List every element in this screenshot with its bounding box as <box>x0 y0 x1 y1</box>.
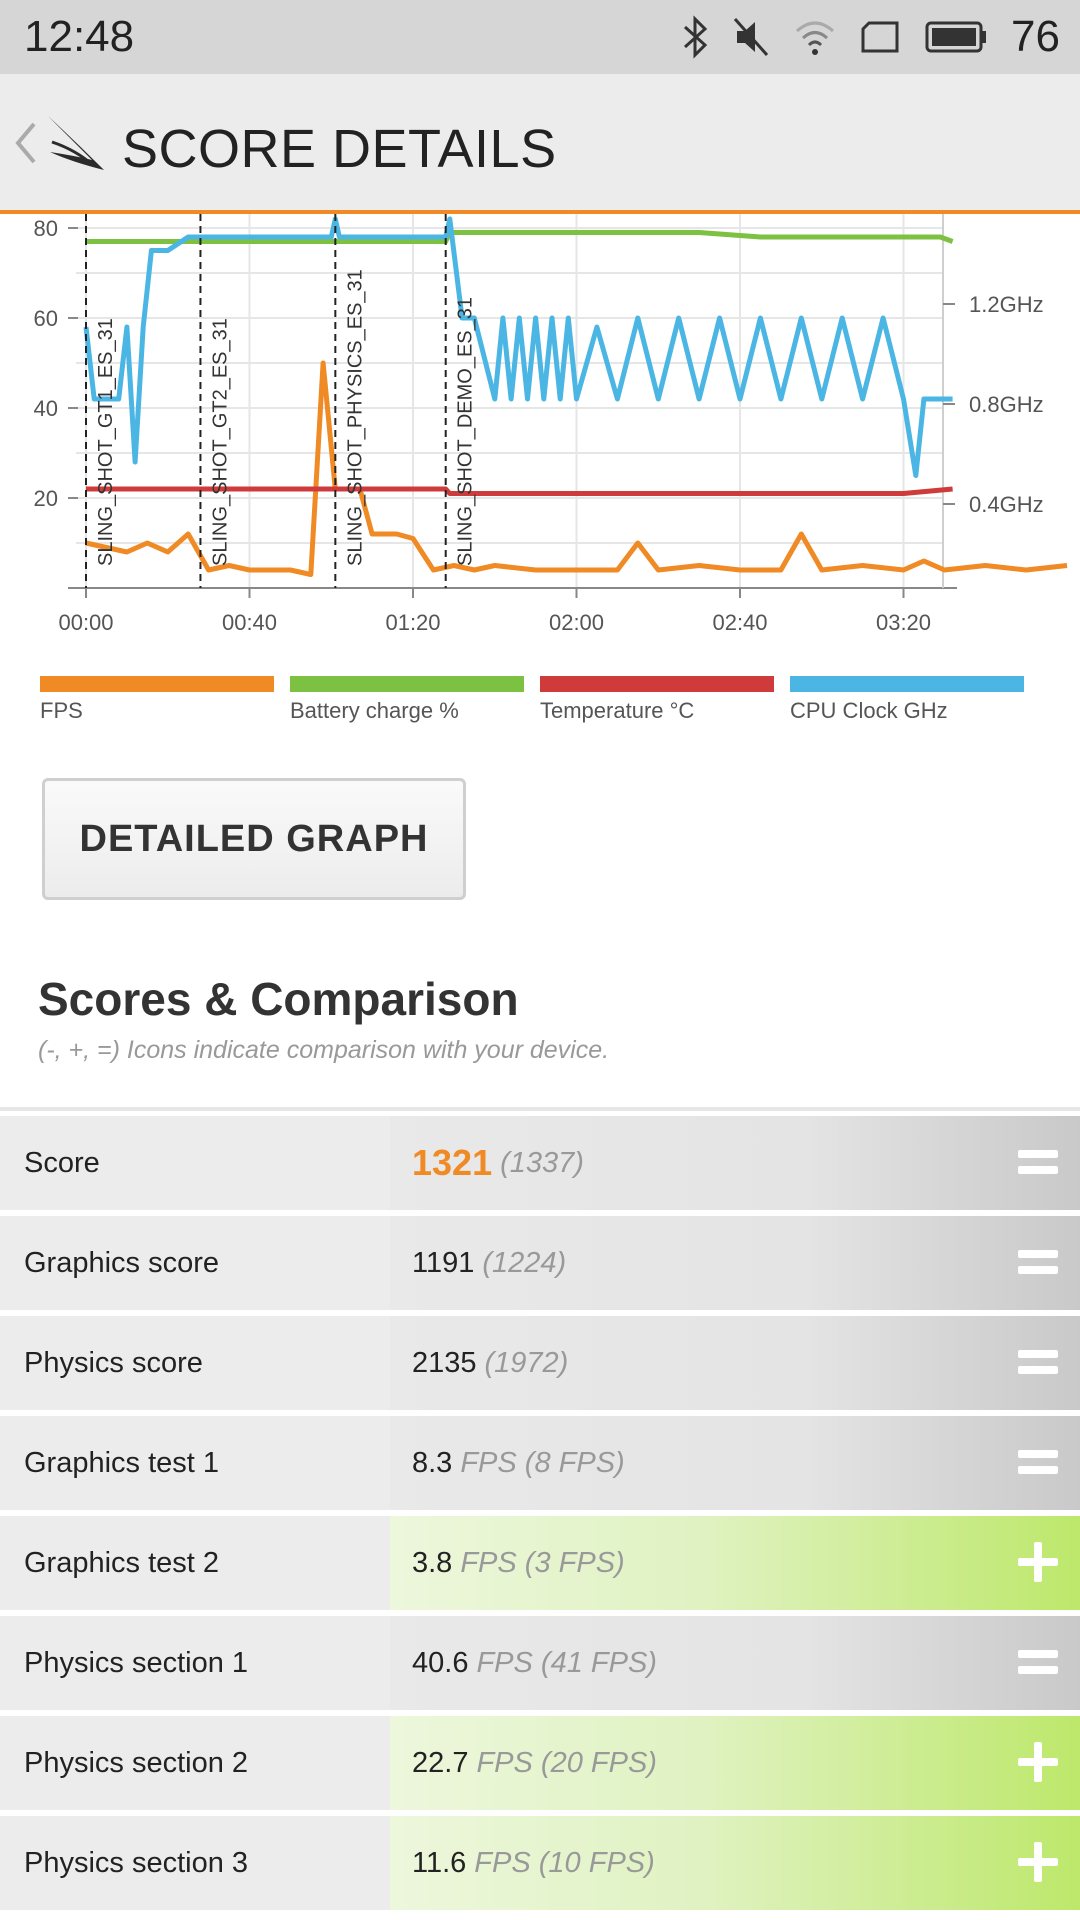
unit-label: FPS <box>474 1846 531 1879</box>
x-tick-label: 00:40 <box>221 610 278 634</box>
detailed-graph-button[interactable]: DETAILED GRAPH <box>42 778 466 900</box>
compare-value: (1337) <box>500 1146 584 1179</box>
compare-value: (1972) <box>484 1346 569 1379</box>
legend-label-cpu-clock: CPU Clock GHz <box>790 698 948 723</box>
legend-label-fps: FPS <box>40 698 83 723</box>
equal-icon <box>1014 1138 1062 1186</box>
equal-icon <box>1014 1638 1062 1686</box>
row-label: Physics score <box>0 1316 390 1410</box>
row-value <box>390 1116 1080 1210</box>
plus-icon <box>1014 1538 1062 1586</box>
unit-label: FPS <box>460 1546 517 1579</box>
score-row-total[interactable] <box>0 1116 1080 1210</box>
plus-icon <box>1014 1738 1062 1786</box>
section-marker-label: SLING_SHOT_GT2_ES_31 <box>209 318 232 566</box>
y-tick-label: 40 <box>33 396 58 421</box>
legend-item-battery <box>290 676 524 724</box>
equal-icon <box>1014 1238 1062 1286</box>
performance-chart <box>0 214 1080 634</box>
plus-icon <box>1014 1838 1062 1886</box>
right-tick-label: 0.8GHz <box>969 392 1044 417</box>
sim-icon <box>859 15 901 59</box>
row-value <box>390 1816 1080 1910</box>
scores-table <box>0 1116 1080 1916</box>
compare-value: (8 FPS) <box>524 1446 625 1479</box>
score-value: 1191 <box>412 1246 475 1279</box>
app-logo <box>42 112 110 176</box>
compare-value: (10 FPS) <box>538 1846 655 1879</box>
score-row-physics[interactable] <box>0 1316 1080 1410</box>
chart-svg <box>0 214 1080 634</box>
score-row-graphics-test-2[interactable] <box>0 1516 1080 1610</box>
legend-swatch-battery <box>290 676 524 692</box>
score-value: 3.8 <box>412 1546 453 1579</box>
right-tick-label: 0.4GHz <box>969 492 1044 517</box>
wifi-icon <box>793 15 837 59</box>
row-value <box>390 1616 1080 1710</box>
unit-label: FPS <box>460 1446 517 1479</box>
section-marker-label: SLING_SHOT_DEMO_ES_31 <box>454 297 477 566</box>
compare-value: (41 FPS) <box>540 1646 657 1679</box>
row-value <box>390 1416 1080 1510</box>
legend-swatch-cpu-clock <box>790 676 1024 692</box>
y-tick-label: 60 <box>33 306 58 331</box>
row-value <box>390 1516 1080 1610</box>
score-row-physics-section-3[interactable] <box>0 1816 1080 1910</box>
row-value <box>390 1716 1080 1810</box>
status-bar <box>0 0 1080 74</box>
unit-label: FPS <box>476 1746 533 1779</box>
row-label: Physics section 1 <box>0 1616 390 1710</box>
row-label: Graphics test 1 <box>0 1416 390 1510</box>
status-time: 12:48 <box>24 12 135 61</box>
legend-swatch-fps <box>40 676 274 692</box>
score-row-graphics-test-1[interactable] <box>0 1416 1080 1510</box>
right-tick-label: 1.2GHz <box>969 292 1044 317</box>
y-tick-label: 20 <box>33 486 58 511</box>
row-label: Score <box>0 1116 390 1210</box>
score-value: 11.6 <box>412 1846 467 1879</box>
row-label: Graphics score <box>0 1216 390 1310</box>
legend-swatch-temperature <box>540 676 774 692</box>
unit-label: FPS <box>476 1646 533 1679</box>
x-tick-label: 02:00 <box>548 610 605 634</box>
app-bar <box>0 74 1080 214</box>
compare-value: (1224) <box>482 1246 567 1279</box>
compare-value: (20 FPS) <box>540 1746 657 1779</box>
score-value: 1321 <box>412 1142 493 1183</box>
x-tick-label: 03:20 <box>875 610 932 634</box>
section-divider <box>0 1107 1080 1111</box>
score-value: 22.7 <box>412 1746 469 1779</box>
back-chevron-icon[interactable] <box>12 118 38 168</box>
equal-icon <box>1014 1338 1062 1386</box>
legend-item-fps <box>40 676 274 724</box>
score-row-physics-section-1[interactable] <box>0 1616 1080 1710</box>
row-label: Graphics test 2 <box>0 1516 390 1610</box>
score-row-physics-section-2[interactable] <box>0 1716 1080 1810</box>
compare-value: (3 FPS) <box>524 1546 625 1579</box>
row-value <box>390 1216 1080 1310</box>
y-tick-label: 80 <box>33 216 58 241</box>
x-tick-label: 01:20 <box>385 610 441 634</box>
scores-title: Scores & Comparison <box>38 973 519 1025</box>
battery-level: 76 <box>1011 12 1060 61</box>
row-label: Physics section 2 <box>0 1716 390 1810</box>
score-value: 8.3 <box>412 1446 453 1479</box>
score-row-graphics[interactable] <box>0 1216 1080 1310</box>
legend-item-cpu-clock <box>790 676 1024 724</box>
battery-icon <box>923 15 989 59</box>
legend-label-temperature: Temperature °C <box>540 698 695 723</box>
mute-icon <box>731 15 771 59</box>
row-value <box>390 1316 1080 1410</box>
page-title: SCORE DETAILS <box>122 119 557 179</box>
scores-subtitle: (-, +, =) Icons indicate comparison with your device. <box>38 1036 610 1064</box>
x-tick-label: 00:00 <box>58 610 114 634</box>
status-icons <box>681 12 1060 62</box>
x-tick-label: 02:40 <box>712 610 768 634</box>
legend-item-temperature <box>540 676 774 724</box>
equal-icon <box>1014 1438 1062 1486</box>
score-value: 40.6 <box>412 1646 469 1679</box>
chart-legend <box>40 676 1040 724</box>
section-marker-label: SLING_SHOT_GT1_ES_31 <box>95 318 117 566</box>
score-value: 2135 <box>412 1346 477 1379</box>
legend-label-battery: Battery charge % <box>290 698 459 723</box>
section-marker-label: SLING_SHOT_PHYSICS_ES_31 <box>344 269 367 566</box>
row-label: Physics section 3 <box>0 1816 390 1910</box>
bluetooth-icon <box>681 15 709 59</box>
